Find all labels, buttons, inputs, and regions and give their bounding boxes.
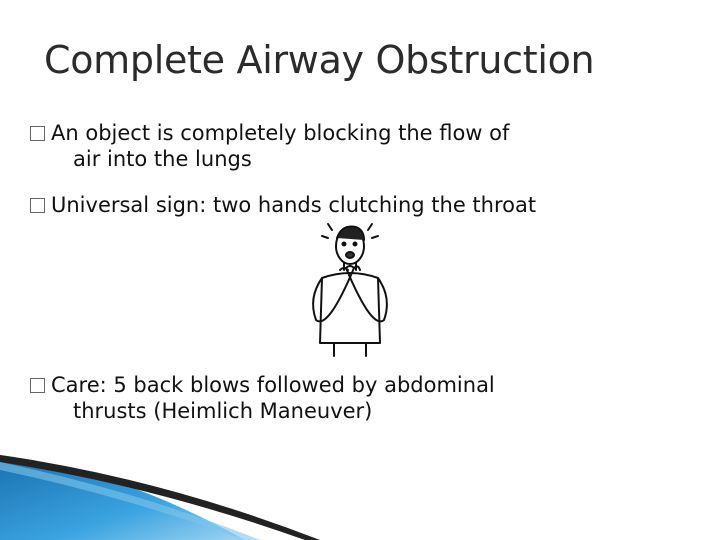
bullet-text: Universal sign: two hands clutching the throat [51,193,537,217]
bullet-text: Care: 5 back blows followed by abdominal [51,373,495,397]
bullet-care [30,372,670,424]
bullet-text-continued: air into the lungs [73,147,252,171]
slide-title: Complete Airway Obstruction [44,38,595,82]
bullet-text-continued: thrusts (Heimlich Maneuver) [73,399,373,423]
bullet-universal-sign [30,192,710,218]
bullet-definition [30,120,690,172]
bullet-text: An object is completely blocking the flow of [51,121,510,145]
bullet-box-icon [30,198,45,213]
choking-person-illustration [294,218,406,358]
bullet-box-icon [30,378,45,393]
bullet-box-icon [30,126,45,141]
